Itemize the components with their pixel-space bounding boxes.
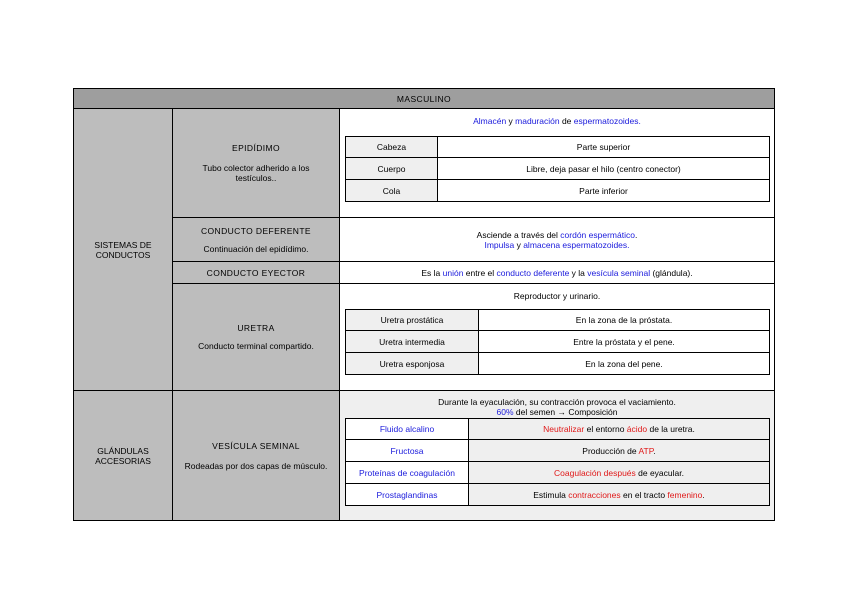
uretra-row-value: En la zona de la próstata.	[478, 309, 770, 331]
deferente-detail-cell	[339, 217, 775, 262]
eyector-line: Es la unión entre el conducto deferente y la vesícula seminal (glándula).	[421, 267, 693, 278]
vesicula-row-value: Estimula contracciones en el tracto femenino.	[468, 483, 770, 506]
uretra-row-value: Entre la próstata y el pene.	[478, 330, 770, 353]
vesicula-row-label: Prostaglandinas	[345, 483, 469, 506]
uretra-row-label: Uretra intermedia	[345, 330, 479, 353]
section-glandulas-label: GLÁNDULAS ACCESORIAS	[95, 445, 151, 466]
uretra-row-label: Uretra prostática	[345, 309, 479, 331]
uretra-row-label: Uretra esponjosa	[345, 352, 479, 375]
vesicula-row-label: Fructosa	[345, 439, 469, 462]
uretra-desc: Conducto terminal compartido.	[198, 341, 314, 351]
vesicula-row-value: Producción de ATP.	[468, 439, 770, 462]
eyector-detail-cell	[339, 261, 775, 284]
vesicula-intro2: 60% del semen → Composición	[496, 407, 618, 417]
vesicula-row-value: Neutralizar el entorno ácido de la uretra.	[468, 418, 770, 440]
eyector-title: CONDUCTO EYECTOR	[206, 267, 306, 278]
epididimo-name-cell	[172, 108, 340, 218]
epididimo-row-label: Cuerpo	[345, 157, 438, 180]
eyector-name-cell	[172, 261, 340, 284]
deferente-desc: Continuación del epidídimo.	[203, 243, 309, 254]
section-sistemas-label: SISTEMAS DE CONDUCTOS	[94, 239, 152, 260]
epididimo-title: EPIDÍDIMO	[232, 143, 280, 153]
vesicula-title: VESÍCULA SEMINAL	[212, 440, 300, 451]
deferente-title: CONDUCTO DEFERENTE	[201, 225, 311, 236]
epididimo-row-value: Libre, deja pasar el hilo (centro conector)	[437, 157, 770, 180]
epididimo-row-label: Cola	[345, 179, 438, 202]
vesicula-intro1: Durante la eyaculación, su contracción provoca el vaciamiento.	[438, 397, 676, 407]
uretra-title: URETRA	[237, 323, 275, 333]
vesicula-row-value: Coagulación después de eyacular.	[468, 461, 770, 484]
section-glandulas	[73, 390, 173, 521]
vesicula-row-label: Fluido alcalino	[345, 418, 469, 440]
vesicula-desc: Rodeadas por dos capas de músculo.	[184, 460, 328, 471]
epididimo-desc: Tubo colector adherido a los testículos..	[202, 163, 310, 183]
uretra-row-value: En la zona del pene.	[478, 352, 770, 375]
uretra-intro: Reproductor y urinario.	[513, 291, 601, 301]
epididimo-row-value: Parte superior	[437, 136, 770, 158]
epididimo-row-label: Cabeza	[345, 136, 438, 158]
vesicula-row-label: Proteínas de coagulación	[345, 461, 469, 484]
epididimo-row-value: Parte inferior	[437, 179, 770, 202]
section-sistemas	[73, 108, 173, 391]
deferente-line1: Asciende a través del cordón espermático.	[476, 229, 638, 240]
deferente-name-cell	[172, 217, 340, 262]
vesicula-name-cell	[172, 390, 340, 521]
header-title: MASCULINO	[396, 93, 452, 104]
epididimo-intro: Almacén y maduración de espermatozoides.	[473, 116, 641, 126]
deferente-line2: Impulsa y almacena espermatozoides.	[484, 239, 630, 250]
uretra-name-cell	[172, 283, 340, 391]
table-header	[73, 88, 775, 109]
